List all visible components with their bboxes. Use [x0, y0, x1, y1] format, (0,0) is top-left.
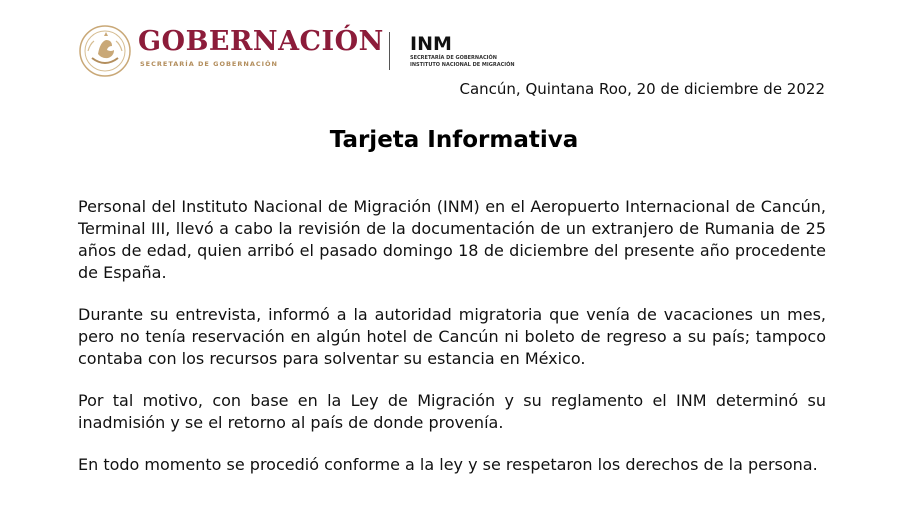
paragraph: En todo momento se procedió conforme a la ley y se respetaron los derechos de la persona. [78, 455, 818, 474]
document-body [78, 196, 826, 496]
paragraph: Durante su entrevista, informó a la autoridad migratoria que venía de vacaciones un mes, pero no tenía reservación en algún hotel de Cancún ni boleto de regreso a su país; tampoco contaba con los recursos para solventar su estancia en México. [78, 305, 826, 368]
logo-divider [389, 32, 390, 70]
inm-subtitle-line2: INSTITUTO NACIONAL DE MIGRACIÓN [410, 61, 515, 68]
inm-subtitle-line1: SECRETARÍA DE GOBERNACIÓN [410, 55, 497, 61]
national-seal-icon [78, 24, 132, 78]
gobernacion-wordmark: GOBERNACIÓN [138, 26, 384, 57]
letterhead [0, 0, 908, 80]
inm-acronym: INM [410, 33, 452, 53]
paragraph: Por tal motivo, con base en la Ley de Migración y su reglamento el INM determinó su inadmisión y se el retorno al país de donde provenía. [78, 391, 826, 432]
gobernacion-subtitle: SECRETARÍA DE GOBERNACIÓN [140, 60, 278, 68]
document-title: Tarjeta Informativa [329, 127, 579, 153]
paragraph: Personal del Instituto Nacional de Migración (INM) en el Aeropuerto Internacional de Cancún, Terminal III, llevó a cabo la revisión de la documentación de un extranjero de Rumania de 25 años de edad, quien arribó el pasado domingo 18 de diciembre del presente año procedente de España. [78, 197, 826, 282]
inm-logo [410, 33, 468, 53]
date-line: Cancún, Quintana Roo, 20 de diciembre de 2022 [459, 80, 825, 98]
inm-subtitle [410, 55, 515, 68]
